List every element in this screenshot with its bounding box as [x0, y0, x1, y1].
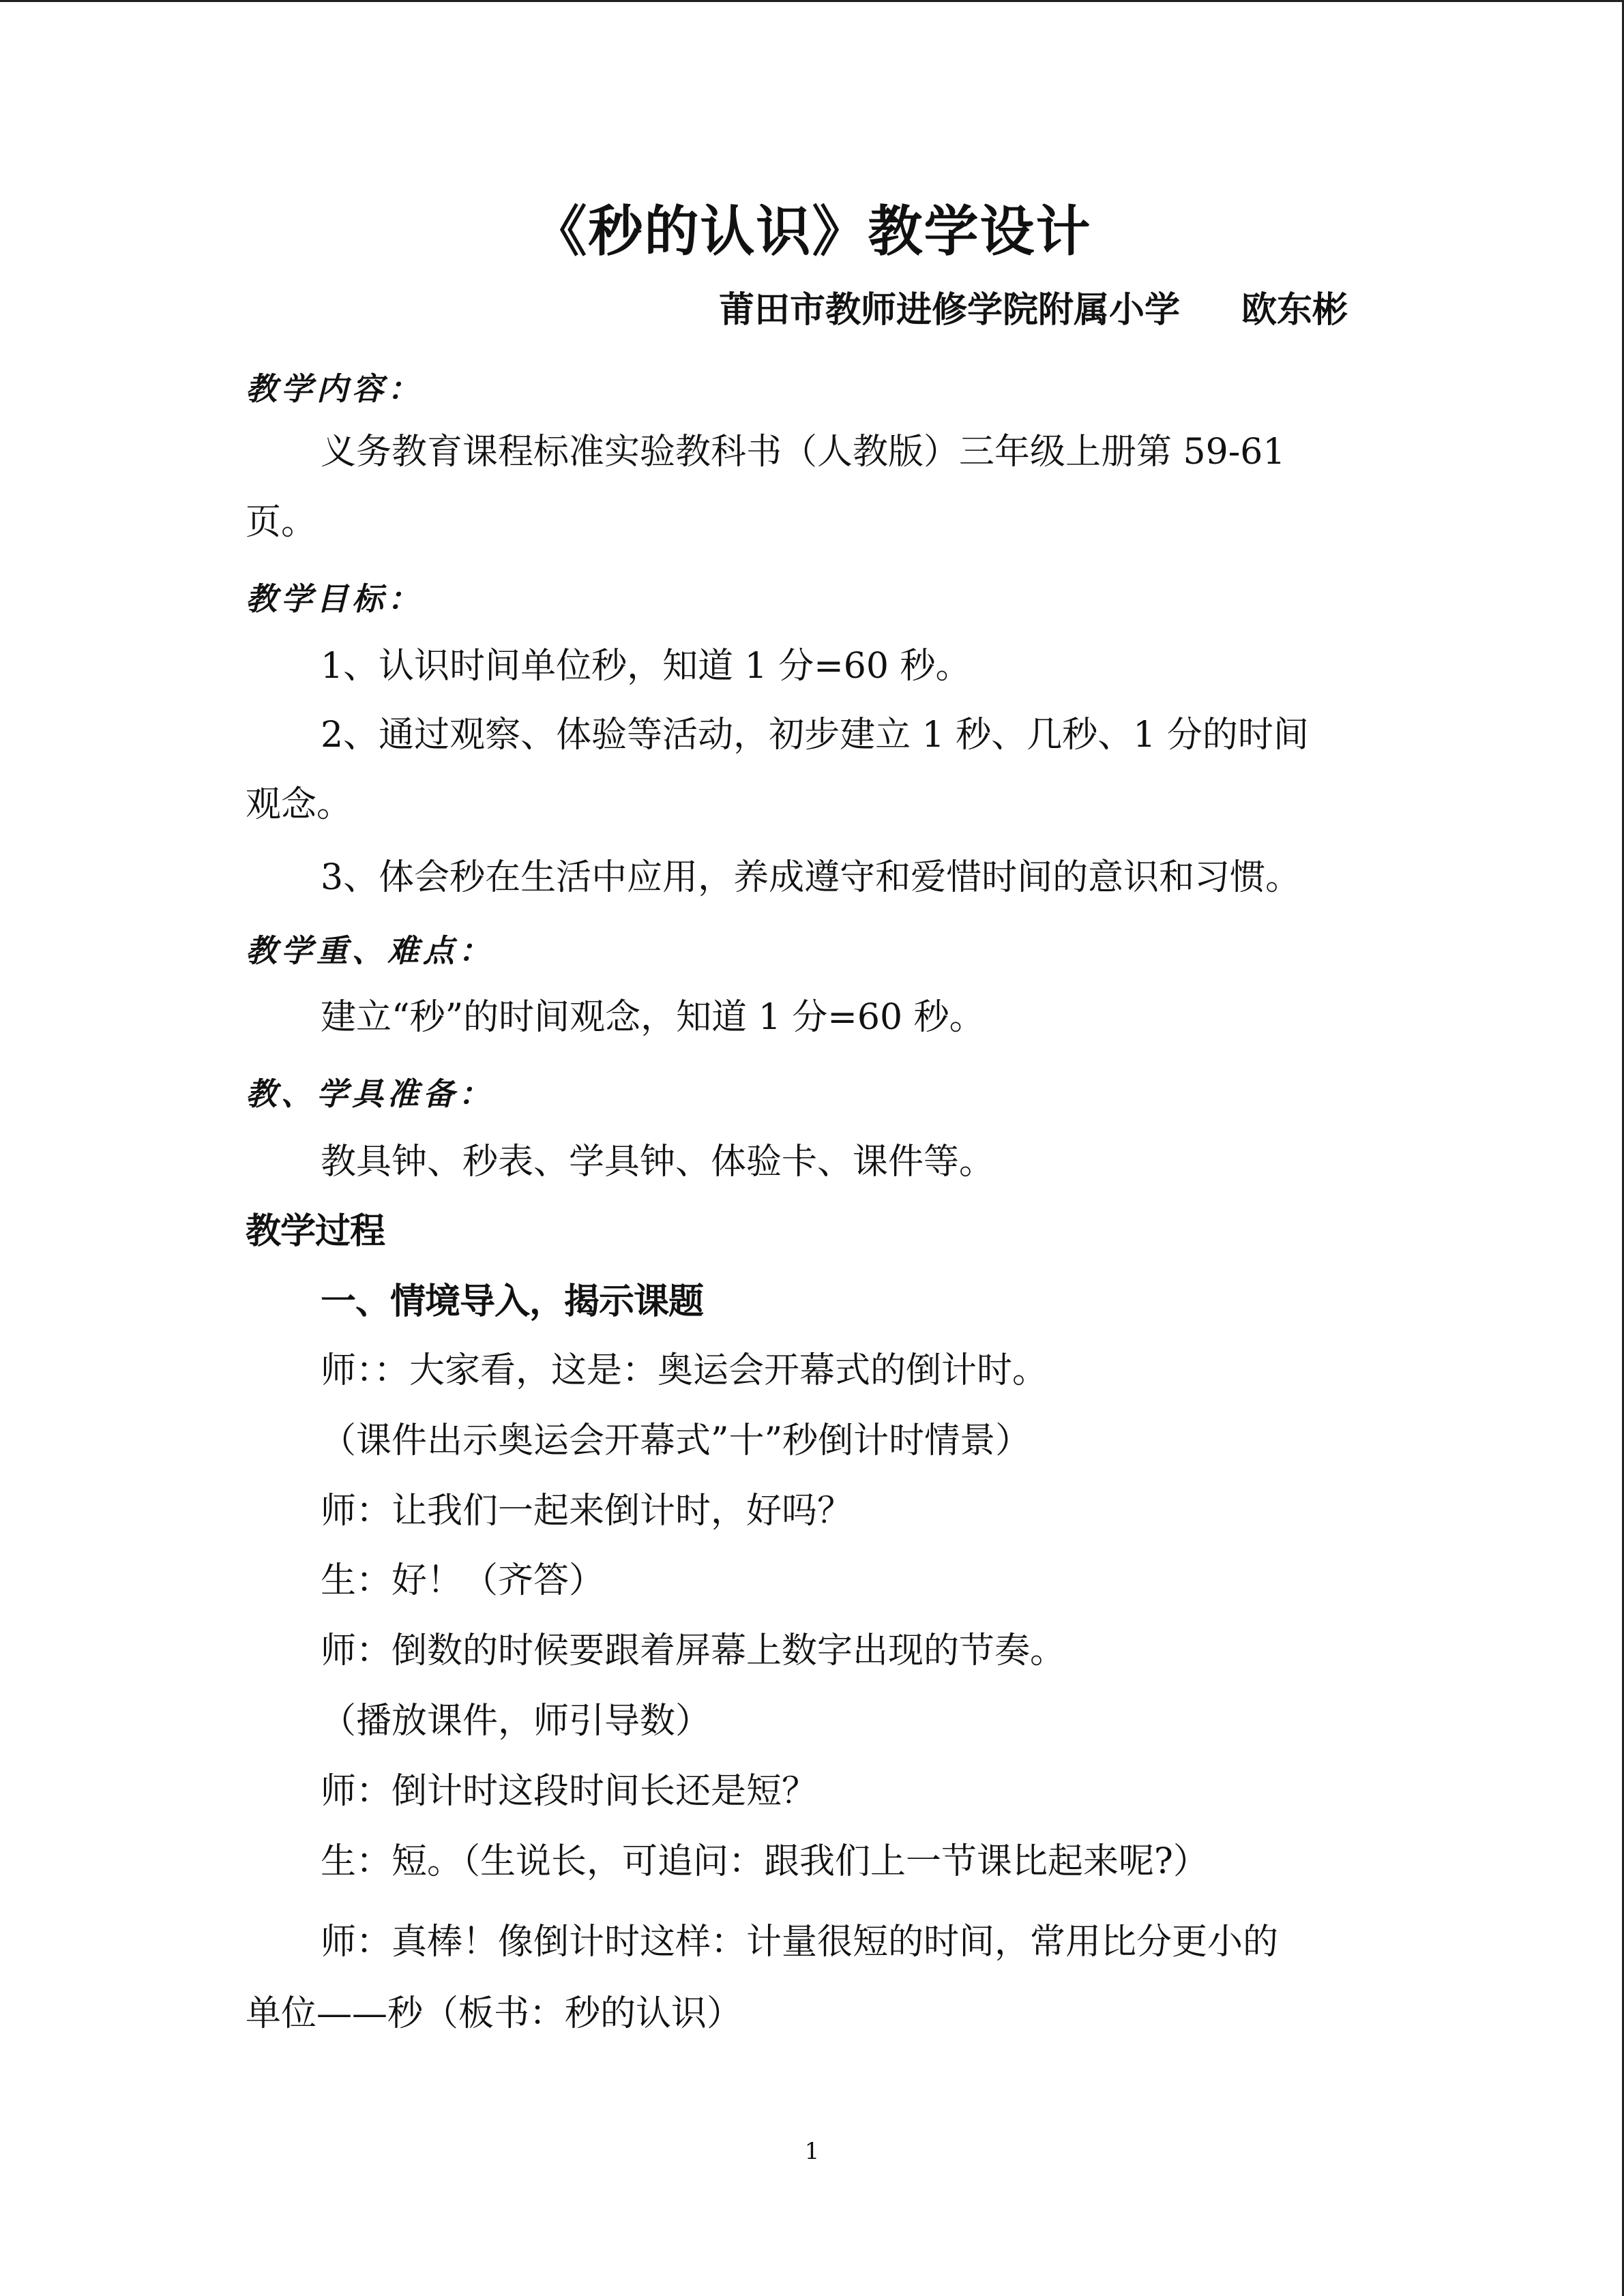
content-heading: 教学内容： — [246, 370, 423, 407]
key-points-text: 建立“秒”的时间观念，知道 1 分=60 秒。 — [321, 997, 985, 1038]
dialogue-line-last: 单位——秒（板书：秒的认识） — [246, 1993, 743, 2034]
goal-item-2-line-2: 观念。 — [246, 784, 353, 825]
key-points-heading: 教学重、难点： — [246, 932, 494, 969]
page-number: 1 — [804, 2138, 820, 2165]
content-text-line-1: 义务教育课程标准实验教科书（人教版）三年级上册第 59-61 — [321, 432, 1286, 473]
dialogue-line: （播放课件，师引导数） — [321, 1701, 711, 1742]
page-title: 《秒的认识》教学设计 — [532, 200, 1092, 263]
goal-item-3: 3、体会秒在生活中应用，养成遵守和爱惜时间的意识和习惯。 — [321, 857, 1301, 898]
tools-text: 教具钟、秒表、学具钟、体验卡、课件等。 — [321, 1142, 995, 1182]
dialogue-line: 生：好！（齐答） — [321, 1560, 605, 1601]
dialogue-line: 生：短。（生说长，可追问：跟我们上一节课比起来呢?） — [321, 1841, 1209, 1882]
dialogue-line: （课件出示奥运会开幕式”十”秒倒计时情景） — [321, 1420, 1031, 1461]
dialogue-line: 师：倒数的时候要跟着屏幕上数字出现的节奏。 — [321, 1630, 1066, 1671]
dialogue-line: 师：倒计时这段时间长还是短？ — [321, 1771, 818, 1812]
author-school: 莆田市教师进修学院附属小学 — [718, 290, 1180, 331]
tools-heading: 教、学具准备： — [246, 1075, 494, 1112]
author-line — [719, 283, 1348, 338]
author-name: 欧东彬 — [1241, 290, 1348, 331]
dialogue-line: 师：真棒！像倒计时这样：计量很短的时间，常用比分更小的 — [321, 1922, 1279, 1963]
process-heading: 教学过程 — [246, 1211, 385, 1252]
dialogue-line: 师：让我们一起来倒计时，好吗？ — [321, 1491, 853, 1532]
goal-item-1: 1、认识时间单位秒，知道 1 分=60 秒。 — [321, 646, 971, 687]
goal-item-2-line-1: 2、通过观察、体验等活动，初步建立 1 秒、几秒、1 分的时间 — [321, 715, 1309, 756]
dialogue-line: 师：：大家看，这是：奥运会开幕式的倒计时。 — [321, 1350, 1048, 1391]
page-border-top — [0, 0, 1624, 2]
content-text-line-2: 页。 — [246, 502, 317, 543]
goals-heading: 教学目标： — [246, 580, 423, 617]
process-subheading: 一、情境导入，揭示课题 — [321, 1281, 704, 1322]
